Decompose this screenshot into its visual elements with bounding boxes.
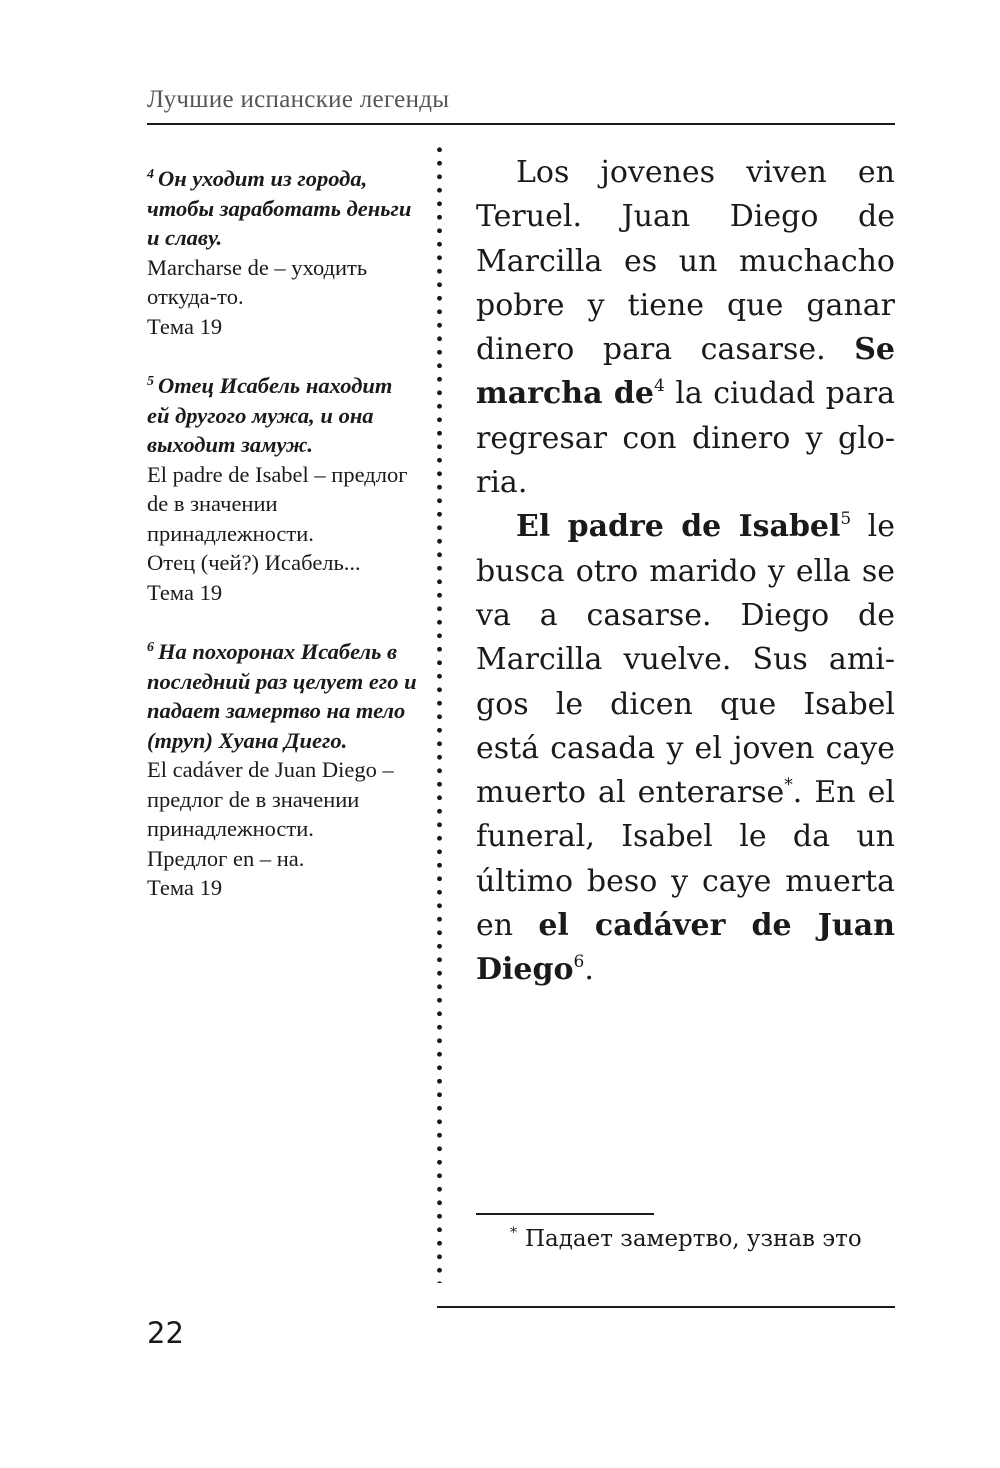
story-text: . En el funeral, Isabel le da un último beso y caye muerta en: [476, 775, 895, 944]
note-body-line: Тема 19: [147, 579, 223, 605]
note-ref: 5: [840, 509, 852, 530]
note-body-line: Отец (чей?) Исабель...: [147, 550, 361, 575]
footnote-mark: *: [510, 1225, 517, 1241]
story-bold-phrase: el cadáver de Juan Diego: [476, 908, 895, 988]
note-body-line: Предлог en – на.: [147, 845, 305, 871]
footnote-rule: [476, 1213, 654, 1215]
note-body-line: Marcharse de – уходить откуда-то.: [147, 254, 368, 309]
note-number: 4: [147, 167, 154, 182]
note-body-line: El padre de Isabel – предлог de в значении принадлежности.: [147, 461, 408, 546]
bottom-rule: [437, 1306, 895, 1308]
margin-note-4: [147, 160, 417, 341]
story-paragraph-2: [476, 505, 895, 992]
story-text: .: [584, 952, 594, 988]
story-text: le busca otro marido y ella se va a casarse. Diego de Marcilla vuelve. Sus amigos le dicen que Isabel está casada y el joven caye muerto al enterarse: [476, 509, 895, 811]
footnote: [476, 1222, 895, 1256]
note-number: 5: [147, 374, 154, 389]
note-ref: 6: [573, 952, 585, 973]
main-story-text: [476, 151, 895, 993]
story-paragraph-1: [476, 151, 895, 505]
note-heading: [147, 160, 417, 253]
note-heading: [147, 367, 417, 460]
note-body-line: El cadáver de Juan Diego – предлог de в значении принадлежности.: [147, 757, 394, 841]
note-ref: 4: [653, 376, 665, 397]
note-heading: [147, 633, 417, 755]
note-heading-text: На похоронах Исабель в последний раз целует его и падает замертво на тело (труп) Хуана Диего.: [147, 639, 417, 753]
running-header: Лучшие испанские легенды: [147, 86, 450, 113]
story-bold-phrase: El padre de Isabel: [516, 509, 841, 545]
margin-note-5: [147, 367, 417, 607]
margin-notes: [147, 160, 417, 929]
note-number: 6: [147, 640, 154, 655]
note-body-line: Тема 19: [147, 875, 223, 900]
footnote-text: Падает замертво, узнав это: [525, 1226, 862, 1252]
page-number: 22: [147, 1316, 184, 1350]
note-heading-text: Он уходит из города, чтобы заработать деньги и славу.: [147, 166, 412, 250]
footnote-ref: *: [784, 775, 793, 796]
story-text: la ciudad para regresar con dinero y gloria.: [476, 376, 895, 501]
story-text: Los jovenes viven en Teruel. Juan Diego de Marcilla es un muchacho pobre y tiene que ganar dinero para casarse.: [476, 155, 895, 368]
header-rule: [147, 123, 895, 125]
story-bold-phrase: Se marcha de: [476, 332, 895, 412]
note-heading-text: Отец Исабель находит ей другого мужа, и она выходит замуж.: [147, 373, 393, 457]
dotted-column-divider: [437, 143, 442, 1283]
margin-note-6: [147, 633, 417, 903]
note-body-line: Тема 19: [147, 313, 223, 339]
